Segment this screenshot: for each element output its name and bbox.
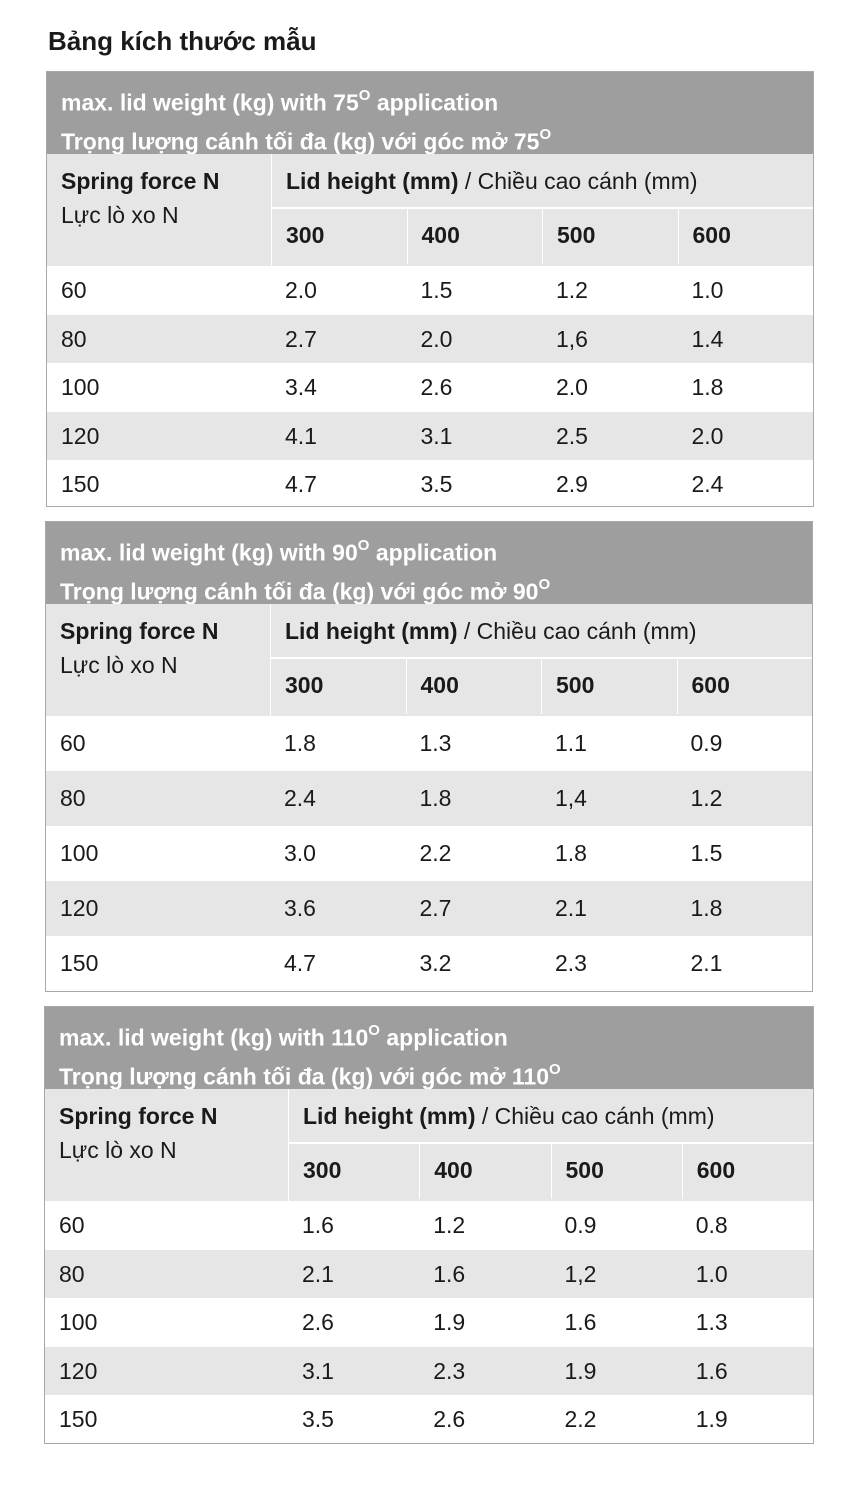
height-header: 400 (419, 1144, 550, 1199)
lid-weight-cell: 1.2 (690, 785, 723, 811)
spring-force-cell: 120 (60, 895, 99, 921)
lid-weight-cell: 3.6 (284, 895, 316, 921)
lid-weight-cell: 3.0 (284, 840, 316, 866)
degree-mark: O (368, 1022, 380, 1039)
table-row (46, 936, 812, 991)
lid-weight-cell: 2.0 (285, 277, 317, 303)
spring-force-cell: 100 (60, 840, 99, 866)
header-vi: Trọng lượng cánh tối đa (kg) với góc mở 75 (61, 128, 540, 155)
lid-weight-cell: 1.2 (556, 277, 588, 303)
lid-weight-cell: 4.7 (284, 950, 316, 976)
degree-mark: O (358, 87, 371, 104)
spring-force-cell: 120 (61, 422, 100, 449)
table-row (47, 363, 813, 412)
height-header: 600 (677, 659, 813, 714)
lid-weight-cell: 1.5 (690, 840, 723, 866)
degree-mark: O (539, 125, 552, 143)
lid-weight-cell: 2.4 (284, 785, 316, 811)
lid-weight-cell: 1.8 (555, 840, 587, 866)
spring-force-cell: 150 (61, 471, 100, 497)
lid-height-area (270, 604, 812, 716)
table-row (46, 716, 812, 771)
weight-table-75 (46, 71, 814, 507)
lid-weight-cell: 0.8 (695, 1212, 728, 1238)
lid-weight-cell: 0.9 (690, 730, 723, 756)
table-header (46, 522, 812, 604)
lid-weight-cell: 1,4 (555, 785, 587, 811)
lid-height-label (272, 154, 813, 209)
lid-height-vi: / Chiều cao cánh (mm) (475, 1103, 715, 1129)
table-body (47, 266, 813, 509)
column-header (45, 1089, 813, 1201)
table-row (46, 881, 812, 936)
spring-force-label (59, 1099, 217, 1167)
lid-height-vi: / Chiều cao cánh (mm) (458, 168, 698, 194)
lid-weight-cell: 2.0 (691, 422, 724, 449)
lid-weight-cell: 2.3 (433, 1357, 466, 1384)
table-row (47, 460, 813, 509)
spring-force-en: Spring force N (61, 168, 220, 194)
spring-force-cell: 80 (59, 1260, 85, 1287)
height-header: 500 (551, 1144, 682, 1199)
header-en-suffix: application (369, 539, 498, 566)
lid-weight-cell: 1.6 (433, 1260, 466, 1287)
lid-weight-cell: 2.1 (690, 950, 723, 976)
lid-weight-cell: 1.8 (419, 785, 452, 811)
spring-force-label (60, 614, 218, 682)
height-header: 500 (541, 659, 677, 714)
table-header (47, 72, 813, 154)
table-header (45, 1007, 813, 1089)
lid-weight-cell: 1.0 (691, 277, 724, 303)
lid-weight-cell: 1.0 (695, 1260, 728, 1287)
table-row (45, 1250, 813, 1299)
lid-weight-cell: 1.6 (564, 1309, 597, 1335)
height-header: 300 (285, 672, 324, 698)
lid-weight-cell: 4.7 (285, 471, 317, 497)
spring-force-cell: 100 (61, 374, 100, 400)
header-en: max. lid weight (kg) with 75 (61, 89, 359, 116)
height-header: 400 (406, 659, 542, 714)
lid-weight-cell: 2.6 (420, 374, 453, 400)
lid-weight-cell: 1.8 (284, 730, 316, 756)
lid-height-area (271, 154, 813, 266)
spring-force-label (61, 164, 219, 232)
spring-force-vi: Lực lò xo N (61, 202, 179, 228)
lid-weight-cell: 2.7 (419, 895, 452, 921)
spring-force-cell: 80 (60, 785, 86, 811)
header-vi: Trọng lượng cánh tối đa (kg) với góc mở 90 (60, 578, 539, 605)
height-header: 400 (407, 209, 543, 264)
spring-force-en: Spring force N (60, 618, 219, 644)
lid-weight-cell: 1,6 (556, 325, 588, 352)
header-en-suffix: application (370, 89, 499, 116)
lid-weight-cell: 2.6 (433, 1406, 466, 1432)
lid-weight-cell: 1.8 (690, 895, 723, 921)
lid-weight-cell: 2.5 (556, 422, 588, 449)
header-vi: Trọng lượng cánh tối đa (kg) với góc mở 110 (59, 1063, 549, 1090)
spring-force-cell: 80 (61, 325, 87, 352)
header-en: max. lid weight (kg) with 90 (60, 539, 358, 566)
lid-weight-cell: 2.3 (555, 950, 587, 976)
degree-mark: O (549, 1060, 561, 1078)
lid-height-columns (289, 1144, 813, 1199)
lid-weight-cell: 2.1 (555, 895, 587, 921)
lid-weight-cell: 2.4 (691, 471, 724, 497)
lid-weight-cell: 1.3 (695, 1309, 728, 1335)
lid-weight-cell: 1.9 (564, 1357, 597, 1384)
table-body (45, 1201, 813, 1444)
lid-height-columns (271, 659, 812, 714)
lid-weight-cell: 3.2 (419, 950, 452, 976)
lid-weight-cell: 1.1 (555, 730, 587, 756)
height-header: 500 (542, 209, 678, 264)
lid-weight-cell: 0.9 (564, 1212, 597, 1238)
lid-weight-cell: 1.8 (691, 374, 724, 400)
lid-weight-cell: 1.9 (695, 1406, 728, 1432)
lid-weight-cell: 1.9 (433, 1309, 466, 1335)
table-row (46, 771, 812, 826)
lid-weight-cell: 1.5 (420, 277, 453, 303)
lid-weight-cell: 4.1 (285, 422, 317, 449)
lid-weight-cell: 2.2 (419, 840, 452, 866)
lid-weight-cell: 3.4 (285, 374, 317, 400)
lid-weight-cell: 1.2 (433, 1212, 466, 1238)
spring-force-vi: Lực lò xo N (60, 652, 178, 678)
lid-height-area (288, 1089, 813, 1201)
lid-weight-cell: 3.1 (302, 1357, 334, 1384)
spring-force-cell: 120 (59, 1357, 98, 1384)
lid-weight-cell: 2.2 (564, 1406, 597, 1432)
height-header: 600 (682, 1144, 813, 1199)
spring-force-cell: 60 (60, 730, 86, 756)
lid-height-label (289, 1089, 813, 1144)
height-header: 300 (303, 1157, 342, 1183)
lid-weight-cell: 2.1 (302, 1260, 334, 1287)
lid-height-en: Lid height (mm) (286, 168, 459, 194)
lid-height-en: Lid height (mm) (285, 618, 458, 644)
table-row (45, 1347, 813, 1396)
lid-height-label (271, 604, 812, 659)
lid-weight-cell: 1.6 (302, 1212, 334, 1238)
lid-weight-cell: 3.5 (302, 1406, 334, 1432)
degree-mark: O (357, 537, 370, 554)
lid-height-en: Lid height (mm) (303, 1103, 476, 1129)
weight-table-110 (44, 1006, 814, 1444)
column-header (46, 604, 812, 716)
spring-force-en: Spring force N (59, 1103, 218, 1129)
column-header (47, 154, 813, 266)
header-en: max. lid weight (kg) with 110 (59, 1024, 369, 1051)
table-body (46, 716, 812, 991)
lid-height-vi: / Chiều cao cánh (mm) (457, 618, 697, 644)
table-row (47, 315, 813, 364)
lid-weight-cell: 1.3 (419, 730, 452, 756)
table-row (45, 1395, 813, 1444)
table-row (47, 266, 813, 315)
table-row (45, 1298, 813, 1347)
lid-weight-cell: 2.6 (302, 1309, 334, 1335)
page-title: Bảng kích thước mẫu (48, 26, 317, 56)
table-row (46, 826, 812, 881)
lid-weight-cell: 2.9 (556, 471, 588, 497)
spring-force-cell: 100 (59, 1309, 98, 1335)
spring-force-cell: 60 (59, 1212, 85, 1238)
degree-mark: O (538, 575, 551, 593)
lid-weight-cell: 1.6 (695, 1357, 728, 1384)
lid-height-columns (272, 209, 813, 264)
lid-weight-cell: 2.0 (420, 325, 453, 352)
spring-force-cell: 150 (60, 950, 99, 976)
header-en-suffix: application (379, 1024, 508, 1051)
spring-force-cell: 150 (59, 1406, 98, 1432)
lid-weight-cell: 2.0 (556, 374, 588, 400)
table-row (45, 1201, 813, 1250)
spring-force-cell: 60 (61, 277, 87, 303)
height-header: 600 (678, 209, 814, 264)
lid-weight-cell: 1.4 (691, 325, 724, 352)
table-row (47, 412, 813, 461)
spring-force-vi: Lực lò xo N (59, 1137, 177, 1163)
height-header: 300 (286, 222, 325, 248)
lid-weight-cell: 3.1 (420, 422, 453, 449)
weight-table-90 (45, 521, 813, 992)
lid-weight-cell: 3.5 (420, 471, 453, 497)
lid-weight-cell: 1,2 (564, 1260, 597, 1287)
lid-weight-cell: 2.7 (285, 325, 317, 352)
